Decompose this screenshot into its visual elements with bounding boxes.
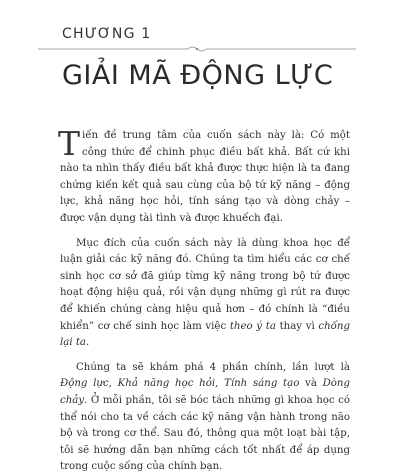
chapter-label: CHƯƠNG 1 <box>62 26 152 42</box>
chapter-divider-ornament <box>38 44 356 54</box>
paragraph-3-text: , <box>108 378 118 390</box>
paragraph-2-text: Mục đích của cuốn sách này là dùng khoa học để luận giải các kỹ năng đó. Chúng ta tìm hiểu các cơ chế sinh học cơ sở đã giúp từng kỹ năng trong bộ tứ được hoạt động hiệu quả, rồi vận dụng những gì rút ra được để khiến chúng càng hiệu quả hơn – đó chính là “điều khiển” cơ chế sinh học làm việc <box>60 237 350 332</box>
paragraph-3-text: và <box>299 378 323 390</box>
paragraph-3-italic: Tính sáng tạo <box>224 378 300 390</box>
paragraph-3 <box>60 360 350 476</box>
drop-cap: T <box>58 124 81 163</box>
body-text <box>58 124 351 476</box>
paragraph-3-text: . Ở mỗi phần, tôi sẽ bóc tách những gì khoa học có thể nói cho ta về cách các kỹ năng vận hành trong não bộ và trong cơ thể. Sau đó, thông qua một loạt bài tập, tôi sẽ hướng dẫn bạn những cách tốt nhất để áp dụng trong cuộc sống của chính bạn. <box>60 394 350 473</box>
paragraph-2-italic: chống lại ta <box>60 320 350 349</box>
paragraph-2-text: thay vì <box>275 320 319 332</box>
paragraph-1-text: iến đề trung tâm của cuốn sách này là: Có một công thức để chinh phục điều bất khả. Bất cứ khi nào ta nhìn thấy điều bất khả được thực hiện là ta đang chứng kiến kết quả sau cùng của bộ tứ kỹ năng – động lực, khả năng học hỏi, tính sáng tạo và dòng chảy – được vận dụng tài tình và được khuếch đại. <box>60 130 350 224</box>
paragraph-2-italic: theo ý ta <box>229 320 276 332</box>
paragraph-1 <box>58 124 350 228</box>
paragraph-3-text: , <box>215 378 225 390</box>
paragraph-3-italic: Dòng chảy <box>60 378 351 406</box>
paragraph-2 <box>60 236 350 352</box>
paragraph-2-text: . <box>86 337 90 349</box>
paragraph-3-italic: Động lực <box>60 378 109 390</box>
paragraph-3-italic: Khả năng học hỏi <box>117 378 216 390</box>
chapter-title: GIẢI MÃ ĐỘNG LỰC <box>62 60 334 91</box>
paragraph-3-text: Chúng ta sẽ khám phá 4 phần chính, lần lượt là <box>76 361 350 373</box>
